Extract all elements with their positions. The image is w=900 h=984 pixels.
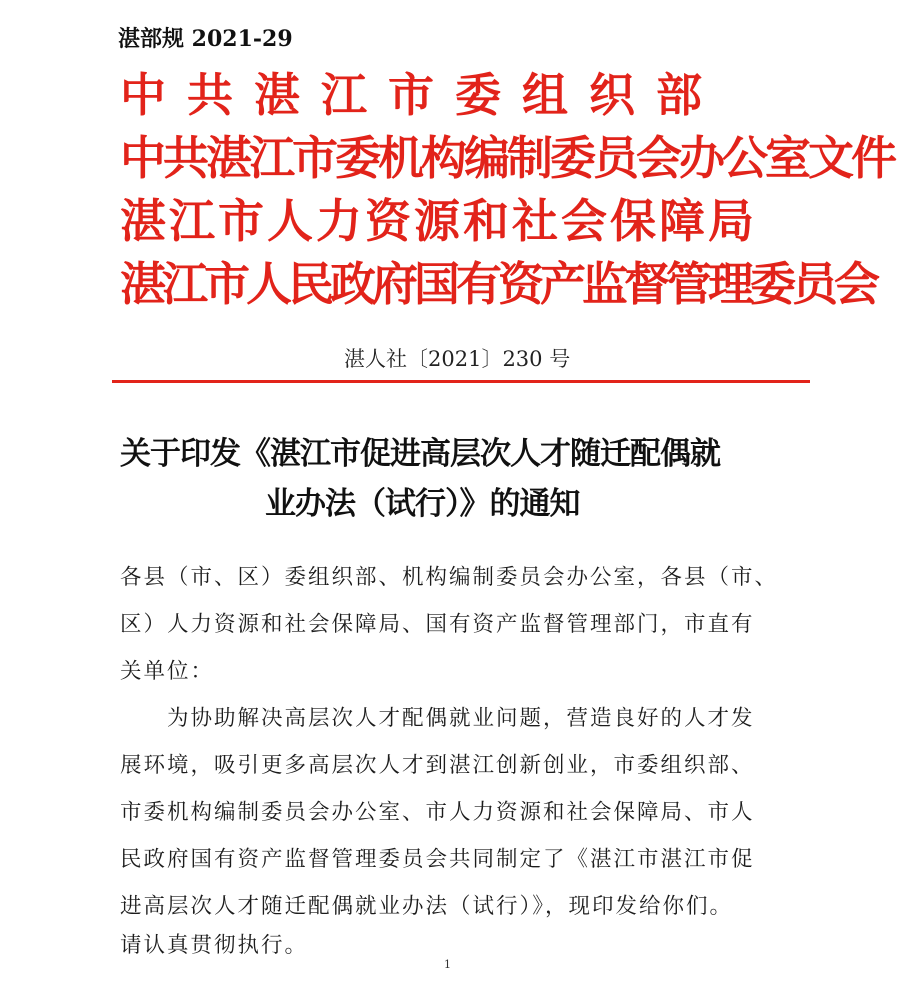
body-line-4: 为协助解决高层次人才配偶就业问题，营造良好的人才发: [167, 706, 755, 731]
body-line-5: 展环境，吸引更多高层次人才到湛江创新创业，市委组织部、: [120, 753, 755, 778]
header-org-3: 湛江市人力资源和社会保障局: [120, 194, 757, 248]
document-code: 湛部规 2021-29: [118, 26, 293, 52]
body-line-2: 区）人力资源和社会保障局、国有资产监督管理部门，市直有: [120, 612, 755, 637]
body-line-3: 关单位：: [120, 659, 215, 684]
header-org-2: 中共湛江市委机构编制委员会办公室文件: [120, 131, 894, 185]
body-line-6: 市委机构编制委员会办公室、市人力资源和社会保障局、市人: [120, 800, 755, 825]
file-number: 湛人社〔2021〕230 号: [344, 347, 571, 371]
header-org-4: 湛江市人民政府国有资产监督管理委员会: [120, 257, 876, 311]
body-line-7: 民政府国有资产监督管理委员会共同制定了《湛江市湛江市促: [120, 847, 755, 872]
body-line-1: 各县（市、区）委组织部、机构编制委员会办公室，各县（市、: [120, 565, 779, 590]
header-org-1: 中共湛江市委组织部: [120, 68, 723, 122]
red-divider: [112, 380, 810, 383]
document-title-line-1: 关于印发《湛江市促进高层次人才随迁配偶就: [120, 436, 720, 472]
body-line-8: 进高层次人才随迁配偶就业办法（试行）》，现印发给你们。: [120, 894, 734, 919]
document-title-line-2: 业办法（试行）》的通知: [265, 486, 580, 522]
page-number: 1: [444, 958, 451, 971]
body-line-9: 请认真贯彻执行。: [120, 933, 309, 958]
